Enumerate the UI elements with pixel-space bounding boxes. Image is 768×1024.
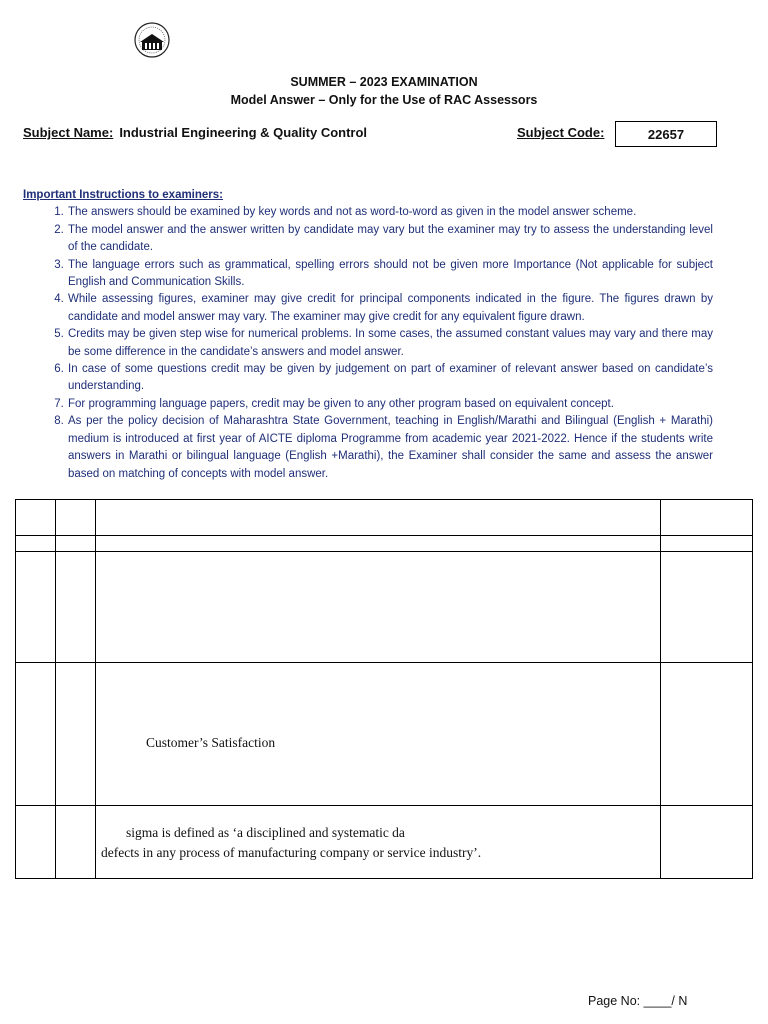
instructions-title: Important Instructions to examiners: [23,189,224,201]
exam-subtitle: Model Answer – Only for the Use of RAC Assessors [230,93,538,107]
page-number: Page No: ____/ N [588,994,688,1008]
table-row-divider [15,535,753,536]
instruction-item: 8. As per the policy decision of Maharashtra State Government, teaching in English/Marathi and Bilingual (English + Marathi) medium is introduced at first year of AICTE diploma Programme from academic year 2021-2022. Hence if the students write answers in Marathi or bilingual language (English +Marathi), the Examiner shall consider the same and assess the answer based on matching of concepts with model answer. [67,413,713,483]
customer-satisfaction-text: Customer’s Satisfaction [146,735,276,750]
sigma-definition-line-1: sigma is defined as ‘a disciplined and systematic da [126,825,405,840]
instruction-item: 7. For programming language papers, credit may be given to any other program based on equivalent concept. [67,396,713,413]
answer-table [15,499,753,879]
table-col-divider [660,499,661,879]
table-col-divider [95,499,96,879]
table-border-top [15,499,753,500]
table-row-divider [15,662,753,663]
instruction-item: 4. While assessing figures, examiner may give credit for principal components indicated in the figure. The figures drawn by candidate and model answer may vary. The examiner may give credit for any equivalent figure drawn. [67,291,713,326]
table-border-bottom [15,878,753,879]
subject-code-label: Subject Code: [517,125,605,140]
sigma-definition-line-2: defects in any process of manufacturing company or service industry’. [101,845,482,860]
exam-title: SUMMER – 2023 EXAMINATION [290,75,478,89]
instruction-item: 5. Credits may be given step wise for numerical problems. In some cases, the assumed constant values may vary and there may be some difference in the candidate’s answers and model answer. [67,326,713,361]
table-col-divider [55,499,56,879]
subject-name-label: Subject Name: [23,125,114,140]
subject-name-value: Industrial Engineering & Quality Control [119,125,368,140]
subject-name-row [23,125,367,140]
instruction-item: 6. In case of some questions credit may be given by judgement on part of examiner of relevant answer based on candidate’s understanding. [67,361,713,396]
instruction-item: 1. The answers should be examined by key words and not as word-to-word as given in the model answer scheme. [67,204,713,221]
institution-logo-icon [128,20,176,60]
instruction-item: 2. The model answer and the answer written by candidate may vary but the examiner may try to assess the understanding level of the candidate. [67,222,713,257]
table-border-left [15,499,16,879]
instruction-item: 3. The language errors such as grammatical, spelling errors should not be given more Importance (Not applicable for subject English and Communication Skills. [67,257,713,292]
table-row-divider [15,551,753,552]
instructions-section [23,187,713,483]
table-row-divider [15,805,753,806]
table-border-right [752,499,753,879]
instructions-list [23,204,713,483]
subject-code-box: 22657 [615,121,717,147]
